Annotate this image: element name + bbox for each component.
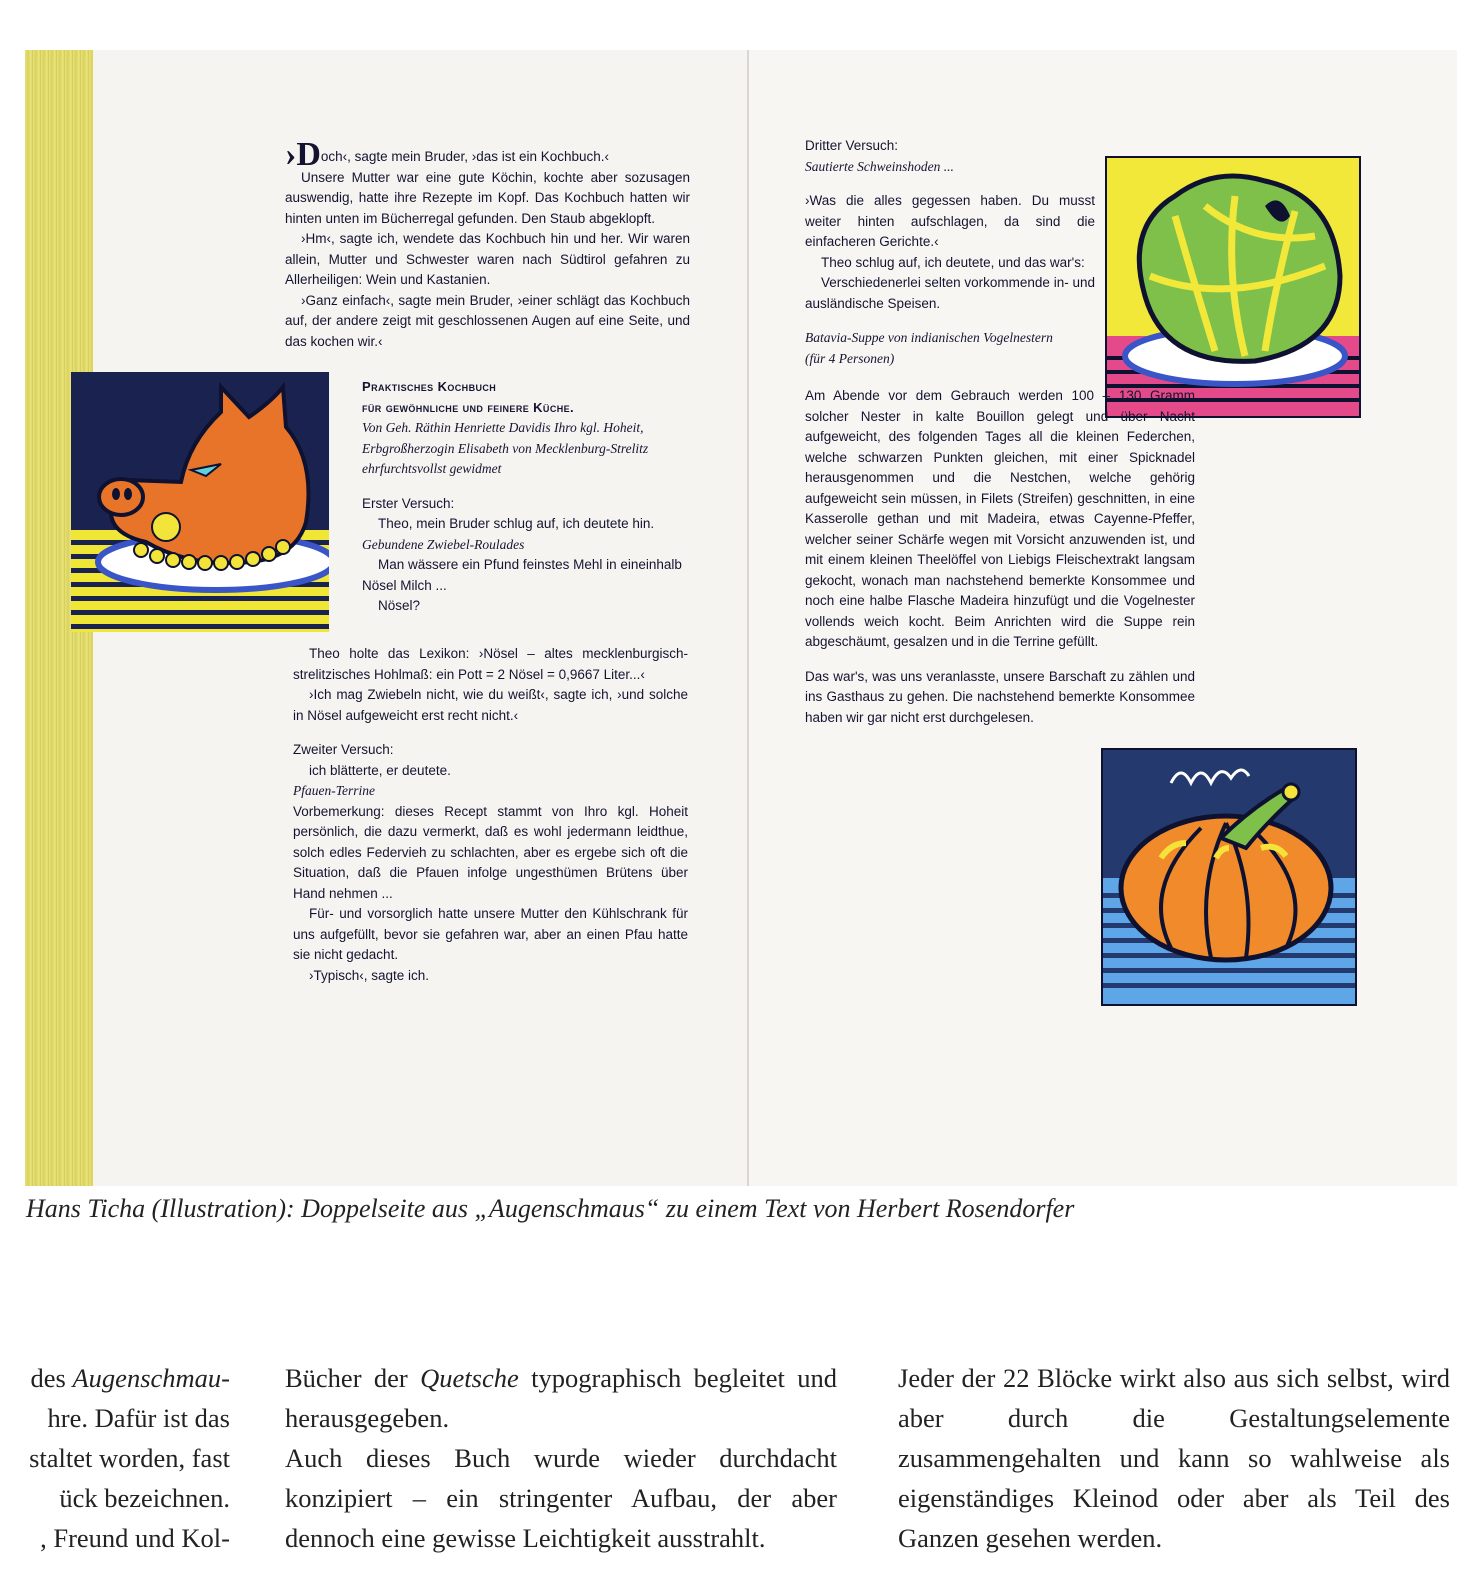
dedication-line: Erbgroßherzogin Elisabeth von Mecklenburg-Strelitz xyxy=(362,440,649,456)
col1-line: staltet worden, fast xyxy=(29,1443,230,1473)
intro-paragraph-3: ›Hm‹, sagte ich, wendete das Kochbuch hin und her. Wir waren allein, Mutter und Schwester waren nach Südtirol gefahren zu Allerheiligen: Wein und Kastanien. xyxy=(285,231,690,287)
drop-cap: ›D xyxy=(285,136,321,173)
col1-line: , Freund und Kol- xyxy=(40,1523,230,1553)
recipe-text: Am Abende vor dem Gebrauch werden 100 – 130 Gramm solcher Nester in kalte Bouillon gelegt und über Nacht aufgeweicht, des folgenden Tages all die kleinen Federchen, welche schwarzen Punkten gleichen, mit einer Spicknadel herausgenommen und die Nestchen, welche gehörig aufgeweicht sein müssen, in Filets (Streifen) geschnitten, in eine Kasserolle gethan und mit Madeira, etwas Cayenne-Pfeffer, welcher seiner Schärfe wegen mit Vorsicht anzuwenden ist, und mit einem kleinen Theelöffel von Liebigs Fleischextrakt langsam gekocht, wonach man nachstehend bemerkte Konsommee und noch eine halbe Flasche Madeira hinzufügt und die Vogelnester vollends weich kocht. Beim Anrichten wird die Suppe rein abgeschäumt, gesalzen und in die Terrine gefüllt. xyxy=(805,388,1195,649)
column-left xyxy=(0,1358,230,1558)
third-try-heading: Dritter Versuch: xyxy=(805,138,899,153)
col1-line: des Augenschmau- xyxy=(30,1363,230,1393)
dedication-line: ehrfurchtsvollst gewidmet xyxy=(362,461,502,476)
cookbook-subtitle: für gewöhnliche und feinere Küche. xyxy=(362,399,575,415)
cookbook-title: Praktisches Kochbuch xyxy=(362,379,497,394)
intro-text xyxy=(285,136,690,352)
dedication-line: Von Geh. Räthin Henriette Davidis Ihro kgl. Hoheit, xyxy=(362,420,644,435)
second-try-text: Vorbemerkung: dieses Recept stammt von Ihro kgl. Hoheit persönlich, die dazu vermerkt, daß es wohl jedermann leidthue, solch edles Federvieh zu schlachten, aber es ergebe sich oft die Situation, daß die Pfauen infolge ungesthümen Brütens über Hand nehmen ... xyxy=(293,803,688,901)
second-try-text: ›Typisch‹, sagte ich. xyxy=(309,967,430,983)
col2-paragraph-1: Bücher der Quetsche typographisch begleitet und herausgegeben. xyxy=(285,1363,837,1433)
third-try-paragraph: ›Was die alles gegessen haben. Du musst weiter hinten aufschlagen, da sind die einfacheren Gerichte.‹ xyxy=(805,193,1095,249)
second-section-text xyxy=(293,644,688,986)
second-try-recipe: Pfauen-Terrine xyxy=(293,783,375,798)
third-try-paragraph: Theo schlug auf, ich deutete, und das war's: xyxy=(821,254,1085,270)
first-try-text: Man wässere ein Pfund feinstes Mehl in eineinhalb xyxy=(378,557,682,572)
closing-text: Das war's, was uns veranlasste, unsere Barschaft zu zählen und ins Gasthaus zu gehen. Die nachstehend bemerkte Konsommee haben wir gar nicht erst durchgelesen. xyxy=(805,668,1195,725)
intro-paragraph-4: ›Ganz einfach‹, sagte mein Bruder, ›einer schlägt das Kochbuch auf, der andere zeigt mit geschlossenen Augen auf eine Seite, und das kochen wir.‹ xyxy=(285,292,690,349)
pig-head-illustration xyxy=(71,372,329,632)
lettuce-illustration xyxy=(1105,156,1361,418)
lexicon-paragraph: ›Ich mag Zwiebeln nicht, wie du weißt‹, sagte ich, ›und solche in Nösel aufgeweicht erst recht nicht.‹ xyxy=(293,687,688,723)
first-try-heading: Erster Versuch: xyxy=(362,495,455,511)
recipe-body xyxy=(805,386,1195,728)
first-try-recipe: Gebundene Zwiebel-Roulades xyxy=(362,536,525,552)
second-try-line: ich blätterte, er deutete. xyxy=(309,762,451,778)
second-try-text: Für- und vorsorglich hatte unsere Mutter den Kühlschrank für uns aufgefüllt, bevor sie gefahren war, aber an einen Pfau hatte sie nicht gedacht. xyxy=(293,906,688,962)
intro-paragraph-1: ›Doch‹, sagte mein Bruder, ›das ist ein Kochbuch.‹ xyxy=(285,136,610,173)
second-try-heading: Zweiter Versuch: xyxy=(293,742,394,757)
figure-caption: Hans Ticha (Illustration): Doppelseite aus „Augenschmaus“ zu einem Text von Herbert Rosendorfer xyxy=(26,1194,1075,1223)
first-try-text: Nösel? xyxy=(378,598,421,613)
pumpkin-illustration xyxy=(1101,748,1357,1006)
third-try-text xyxy=(805,136,1095,369)
cookbook-title-block xyxy=(362,377,692,617)
column-middle xyxy=(285,1358,837,1558)
third-try-recipe: Sautierte Schweinshoden ... xyxy=(805,158,954,174)
first-try-line: Theo, mein Bruder schlug auf, ich deutete hin. xyxy=(378,516,655,531)
col1-line: hre. Dafür ist das xyxy=(47,1403,230,1433)
col1-line: ück bezeichnen. xyxy=(59,1483,230,1513)
col3-paragraph-1: Jeder der 22 Blöcke wirkt also aus sich selbst, wird aber durch die Gestaltungselemente zusammengehalten und kann so wahlweise als eigenständiges Kleinod oder aber als Teil des Ganzen gesehen werden. xyxy=(898,1363,1450,1553)
third-try-paragraph: Verschiedenerlei selten vorkommende in- und ausländische Speisen. xyxy=(805,275,1095,311)
recipe-servings: (für 4 Personen) xyxy=(805,350,895,366)
recipe-title: Batavia-Suppe von indianischen Vogelnestern xyxy=(805,330,1053,345)
lexicon-paragraph: Theo holte das Lexikon: ›Nösel – altes mecklenburgisch-strelitzisches Hohlmaß: ein Pott = 2 Nösel = 0,9667 Liter...‹ xyxy=(293,646,688,682)
col2-paragraph-2: Auch dieses Buch wurde wieder durchdacht konzipiert – ein stringenter Aufbau, der aber dennoch eine gewisse Leichtigkeit ausstrahlt. xyxy=(285,1443,837,1553)
column-right xyxy=(898,1358,1450,1558)
first-try-text: Nösel Milch ... xyxy=(362,577,447,593)
book-spread-photo xyxy=(25,50,1457,1186)
intro-paragraph-2: Unsere Mutter war eine gute Köchin, kochte aber sozusagen auswendig, hatte ihre Rezepte im Kopf. Das Kochbuch hatten wir hinten unten im Bücherregal gefunden. Den Staub abgeklopft. xyxy=(285,169,690,226)
